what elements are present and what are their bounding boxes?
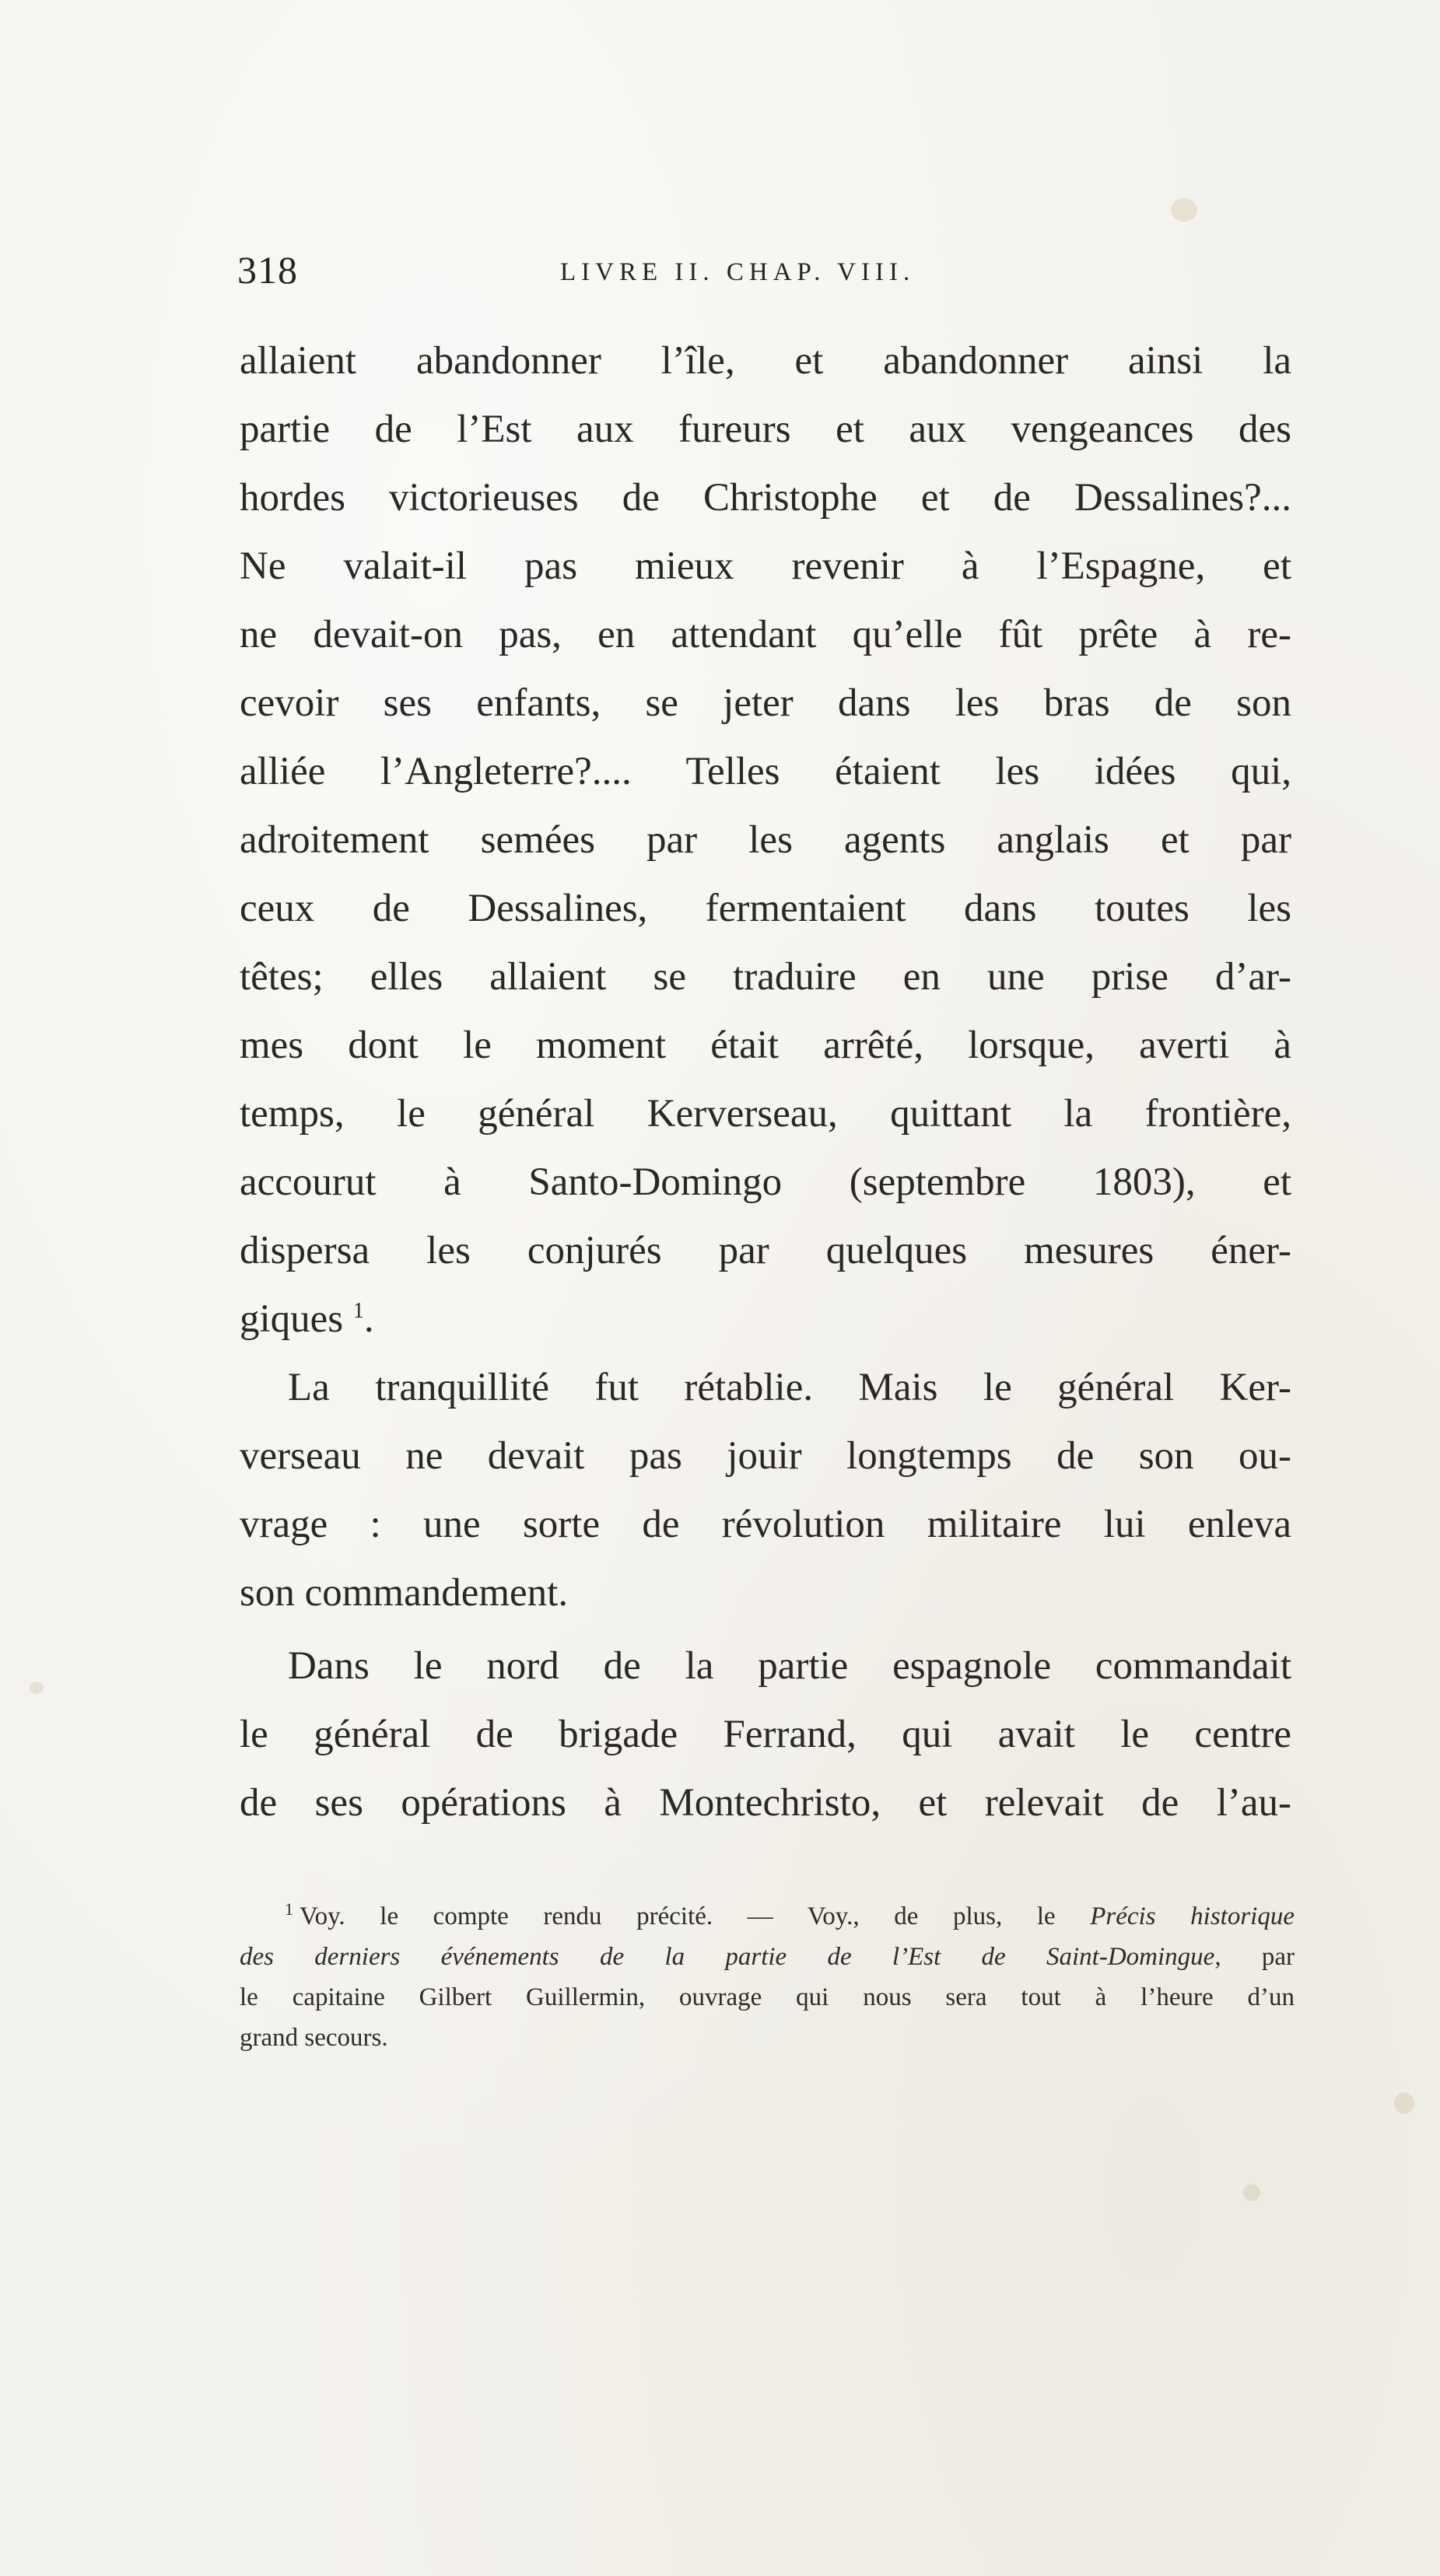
footnote-line: grand secours. [240,2024,388,2052]
text-fragment: des derniers événements de la partie de l’Est de Saint-Domingue [240,1943,1215,1971]
paper-stain [1243,2184,1260,2201]
footnote-line [240,1937,1295,1977]
text-line: têtes; elles allaient se traduire en une prise d’ar- [240,955,1291,999]
text-line: allaient abandonner l’île, et abandonner ainsi la [240,339,1291,383]
footnotes [240,1896,1295,2058]
text-line: verseau ne devait pas jouir longtemps de son ou- [240,1434,1291,1478]
text-line: de ses opérations à Montechristo, et relevait de l’au- [240,1781,1291,1825]
footnote-line [240,1896,1295,1937]
text-line: temps, le général Kerverseau, quittant la frontière, [240,1092,1291,1136]
running-title: LIVRE II. CHAP. VIII. [560,258,916,286]
text-fragment: giques [240,1297,344,1341]
text-line: Ne valait-il pas mieux revenir à l’Espagne, et [240,544,1291,588]
text-line: ne devait-on pas, en attendant qu’elle fût prête à re- [240,613,1291,656]
footnote-line: le capitaine Gilbert Guillermin, ouvrage qui nous sera tout à l’heure d’un [240,1983,1295,2011]
text-line: accourut à Santo-Domingo (septembre 1803), et [240,1160,1291,1204]
text-line: hordes victorieuses de Christophe et de Dessalines?... [240,476,1291,520]
text-line: giques $^1$. [240,1297,374,1341]
paper-stain [1394,2092,1414,2114]
footnote-reference: 1 [352,1299,364,1323]
paper-stain [30,1682,44,1694]
footnote-mark: 1 [285,1899,293,1919]
text-line: La tranquillité fut rétablie. Mais le général Ker- [288,1366,1291,1409]
page-number: 318 [237,248,298,292]
text-line: cevoir ses enfants, se jeter dans les bras de son [240,681,1291,725]
page-header [237,247,1280,302]
text-line: son commandement. [240,1571,569,1615]
text-line: alliée l’Angleterre?.... Telles étaient les idées qui, [240,750,1291,793]
text-fragment: , par [1214,1943,1295,1971]
text-line: Dans le nord de la partie espagnole commandait [288,1644,1291,1688]
text-line: adroitement semées par les agents anglais et par [240,818,1291,862]
text-line: le général de brigade Ferrand, qui avait le centre [240,1713,1291,1756]
text-fragment: Précis historique [1090,1902,1295,1930]
text-line: mes dont le moment était arrêté, lorsque, averti à [240,1024,1291,1067]
text-line: partie de l’Est aux fureurs et aux vengeances des [240,408,1291,451]
paper-stain [1171,198,1197,222]
body-text [240,327,1291,1837]
text-line: ceux de Dessalines, fermentaient dans toutes les [240,887,1291,930]
text-line: dispersa les conjurés par quelques mesures éner- [240,1229,1291,1272]
text-line: vrage : une sorte de révolution militaire lui enleva [240,1503,1291,1546]
text-fragment: Voy. le compte rendu précité. — Voy., de plus, le [300,1902,1056,1930]
